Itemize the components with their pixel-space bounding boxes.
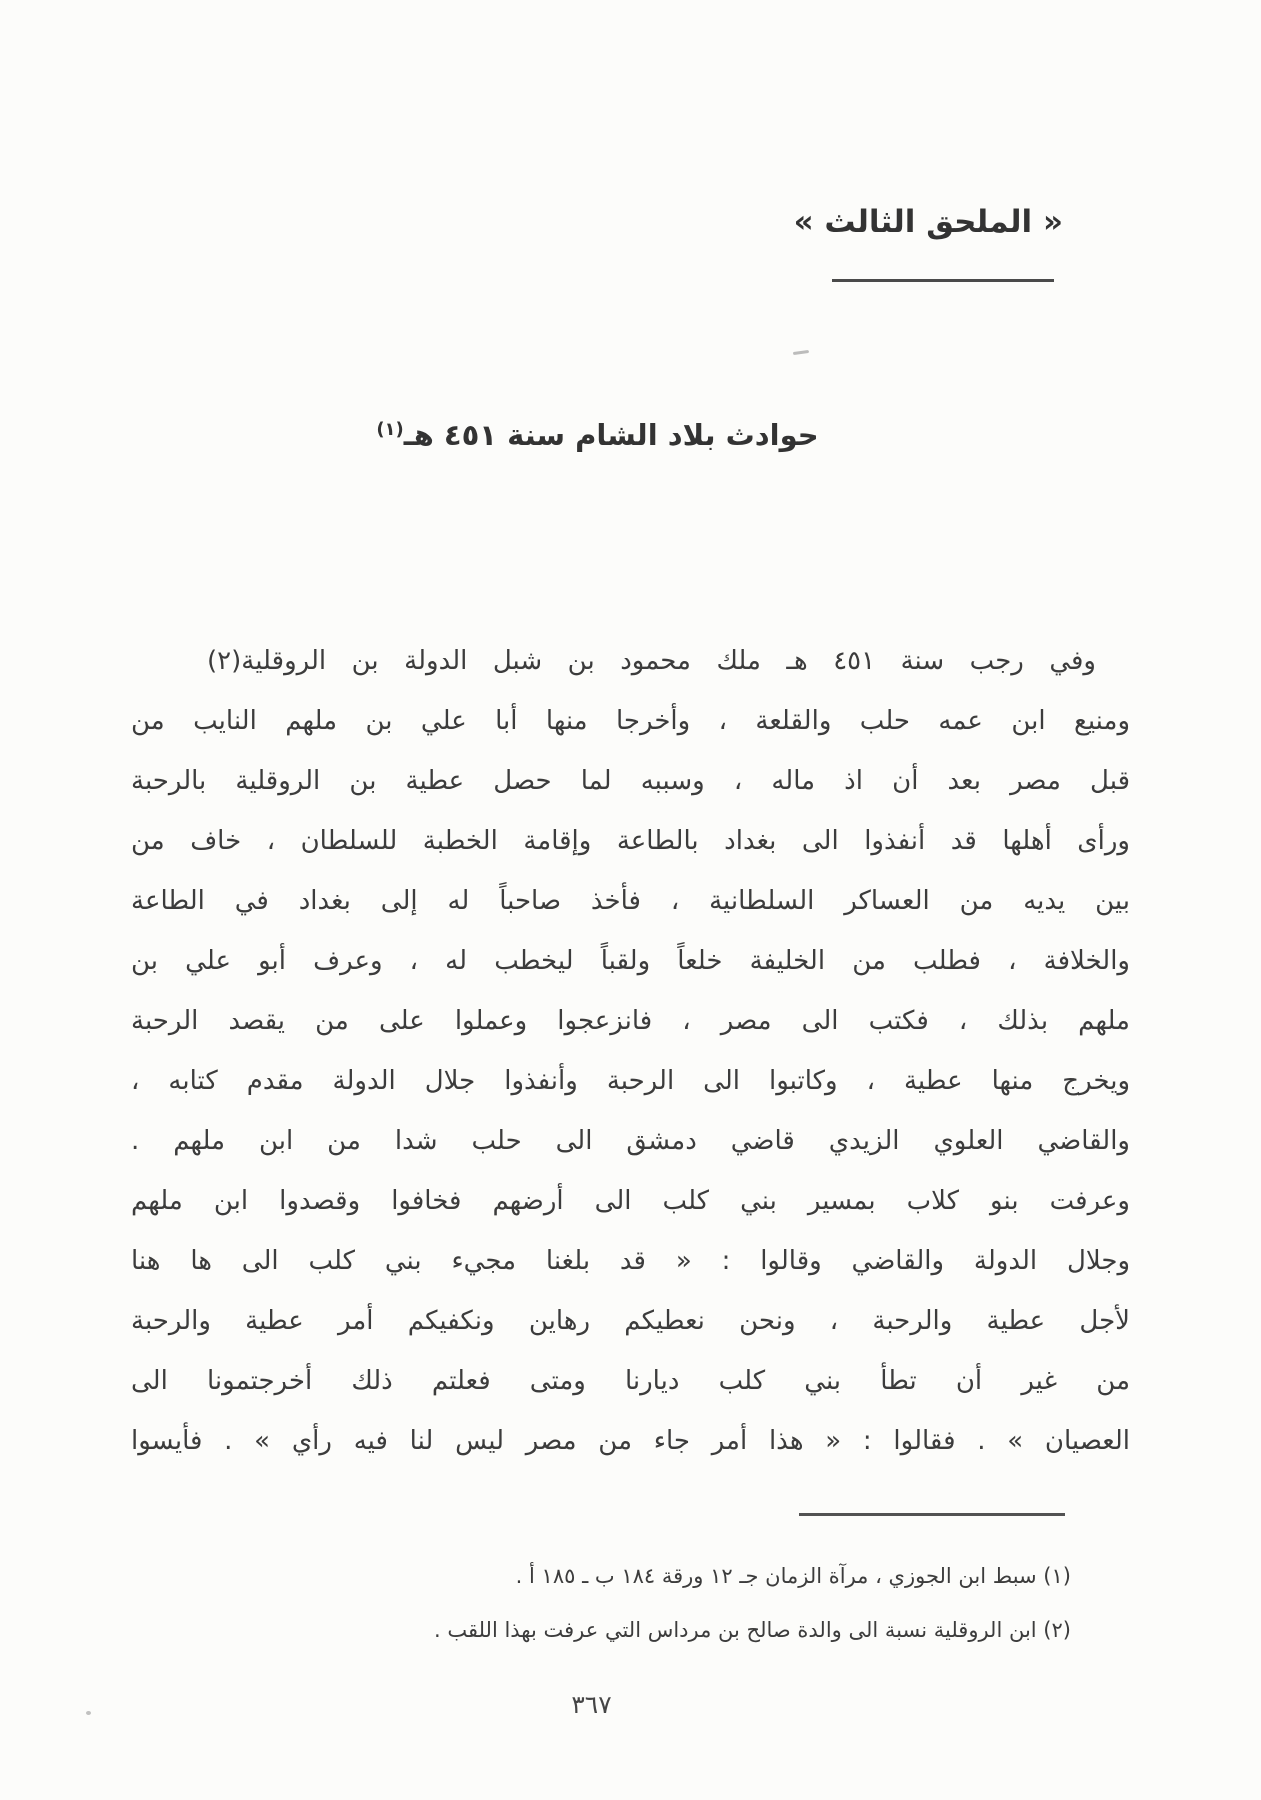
body-line: والخلافة ، فطلب من الخليفة خلعاً ولقباً ليخطب له ، وعرف أبو علي بن bbox=[131, 946, 1130, 976]
footnote-item-1: (١) سبط ابن الجوزي ، مرآة الزمان جـ ١٢ ورقة ١٨٤ ب ـ ١٨٥ أ . bbox=[515, 1564, 1071, 1588]
section-heading bbox=[0, 418, 1195, 452]
body-line: قبل مصر بعد أن اذ ماله ، وسببه لما حصل عطية بن الروقلية بالرحبة bbox=[131, 766, 1130, 796]
appendix-title: « الملحق الثالث » bbox=[793, 204, 1063, 240]
body-line: وجلال الدولة والقاضي وقالوا : « قد بلغنا مجيء بني كلب الى ها هنا bbox=[131, 1246, 1130, 1276]
body-line: وفي رجب سنة ٤٥١ هـ ملك محمود بن شبل الدولة بن الروقلية(٢) bbox=[207, 646, 1096, 676]
footnote-item-2: (٢) ابن الروقلية نسبة الى والدة صالح بن مرداس التي عرفت بهذا اللقب . bbox=[434, 1618, 1071, 1642]
body-line: بين يديه من العساكر السلطانية ، فأخذ صاحباً له إلى بغداد في الطاعة bbox=[131, 886, 1130, 916]
scan-artifact-dash bbox=[793, 350, 809, 355]
body-line: والقاضي العلوي الزيدي قاضي دمشق الى حلب شدا من ابن ملهم . bbox=[131, 1126, 1130, 1156]
body-line: ملهم بذلك ، فكتب الى مصر ، فانزعجوا وعملوا على من يقصد الرحبة bbox=[131, 1006, 1130, 1036]
body-line: ويخرج منها عطية ، وكاتبوا الى الرحبة وأنفذوا جلال الدولة مقدم كتابه ، bbox=[131, 1066, 1130, 1096]
body-line: لأجل عطية والرحبة ، ونحن نعطيكم رهاين ونكفيكم أمر عطية والرحبة bbox=[131, 1306, 1130, 1336]
body-line: العصيان » . فقالوا : « هذا أمر جاء من مصر ليس لنا فيه رأي » . فأيسوا bbox=[131, 1426, 1130, 1456]
section-heading-text: حوادث بلاد الشام سنة ٤٥١ هـ bbox=[403, 418, 819, 452]
page-number: ٣٦٧ bbox=[571, 1690, 612, 1719]
body-line: ومنيع ابن عمه حلب والقلعة ، وأخرجا منها أبا علي بن ملهم النايب من bbox=[131, 706, 1130, 736]
footnote-divider bbox=[799, 1513, 1065, 1516]
title-underline bbox=[832, 279, 1054, 282]
body-line: ورأى أهلها قد أنفذوا الى بغداد بالطاعة وإقامة الخطبة للسلطان ، خاف من bbox=[131, 826, 1130, 856]
main-text-block bbox=[131, 631, 1130, 1471]
footnotes-block bbox=[220, 1549, 1071, 1657]
footnote-ref-1: (١) bbox=[376, 419, 404, 440]
body-line: وعرفت بنو كلاب بمسير بني كلب الى أرضهم فخافوا وقصدوا ابن ملهم bbox=[131, 1186, 1130, 1216]
body-line: من غير أن تطأ بني كلب ديارنا ومتى فعلتم ذلك أخرجتمونا الى bbox=[131, 1366, 1130, 1396]
scan-artifact-dot bbox=[86, 1711, 91, 1715]
